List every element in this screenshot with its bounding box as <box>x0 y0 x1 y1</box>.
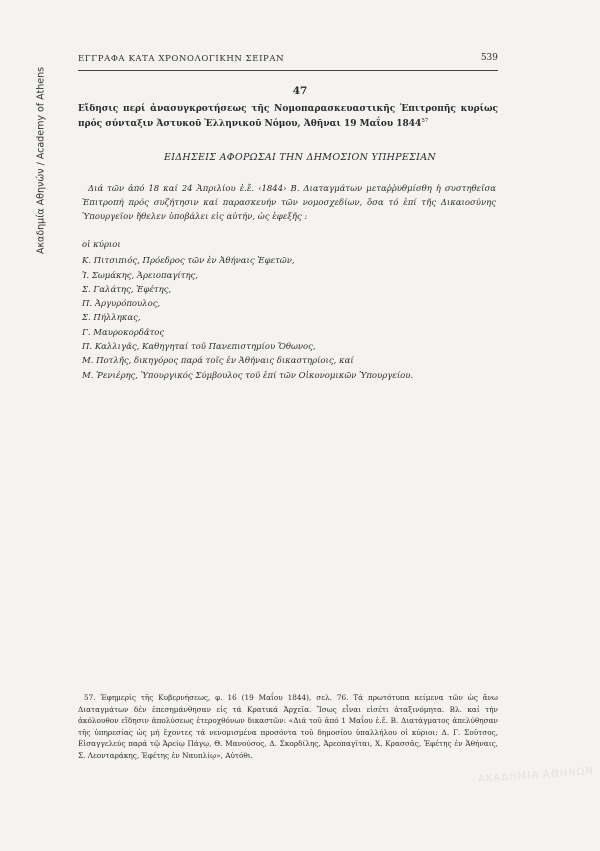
running-title: ΕΓΓΡΑΦΑ ΚΑΤΑ ΧΡΟΝΟΛΟΓΙΚΗΝ ΣΕΙΡΑΝ <box>78 54 285 64</box>
footnote <box>78 692 498 761</box>
document-title-block <box>78 102 498 132</box>
academy-side-label-text: Ακαδημία Αθηνών / Academy of Athens <box>35 66 47 255</box>
intro-text: Διά τῶν ἀπό 18 καί 24 Ἀπριλίου ἐ.ἔ. ‹1844› Β. Διαταγμάτων μεταῤῥυθμίσθη ἡ συστηθεῖσα Ἐπιτροπή πρός συζήτησιν καί παρασκευήν τῶν νομοσχεδίων, ὅσα τό ἐπί τῆς Δικαιοσύνης Ὑπουργεῖον ἤθελεν ὑποβάλει εἰς αὐτήν, ὡς ἑφεξῆς : <box>82 184 496 222</box>
footnote-text: 57. Ἐφημερίς τῆς Κυβερνήσεως, φ. 16 (19 Μαΐου 1844), σελ. 76. Τά πρωτότυπα κείμενα τῶν ὡς ἄνω Διαταγμάτων δέν ἐπεσημάνθησαν εἰς τά Κρατικά Ἀρχεῖα. Ἴσως εἶναι εἰσέτι ἀταξινόμητα. Βλ. καί τήν ἀκόλουθον εἴδησιν ἀπολύσεως ἑτεροχθόνων δικαστῶν: «Διά τοῦ ἀπό 1 Μαΐου ἐ.ἔ. Β. Διατάγματος ἀπελύθησαν τῆς ὑπηρεσίας ὡς μή ἔχοντες τά νενομισμένα προσόντα τοῦ δημοσίου ὑπαλλήλου οἱ κύριοι: Δ. Γ. Σοῦτσος, Εἰσαγγελεύς παρά τῷ Ἀρείῳ Πάγῳ, Θ. Μανούσος, Δ. Σκορδίλης, Ἀρεοπαγῖται, Χ. Κρασσᾶς, Ἐφέτης ἐν Ἀθήναις, Σ. Λεονταράκης, Ἐφέτης ἐν Ναυπλίῳ», Αὐτόθι. <box>78 693 498 760</box>
list-item: Ἰ. Σωμάκης, Ἀρειοπαγίτης, <box>82 270 199 281</box>
list-item: Μ. Ῥενιέρης, Ὑπουργικός Σύμβουλος τοῦ ἐπί τῶν Οἰκονομικῶν Ὑπουργείου. <box>82 370 414 381</box>
list-item: Γ. Μαυροκορδᾶτος <box>82 327 165 338</box>
list-item: Μ. Ποτλῆς, δικηγόρος παρά τοῖς ἐν Ἀθήναις δικαστηρίοις, καί <box>82 356 354 367</box>
document-number: 47 <box>292 85 308 97</box>
watermark: ΑΚΑΔΗΜΙΑ ΑΘΗΝΩΝ <box>477 765 595 786</box>
document-subtitle: ΕΙΔΗΣΕΙΣ ΑΦΟΡΩΣΑΙ ΤΗΝ ΔΗΜΟΣΙΟΝ ΥΠΗΡΕΣΙΑΝ <box>163 152 437 163</box>
list-item: Π. Καλλιγᾶς, Καθηγηταί τοῦ Πανεπιστημίου Ὄθωνος, <box>82 342 316 353</box>
list-item: Π. Ἀργυρόπουλος, <box>82 299 161 310</box>
members-list <box>82 238 496 383</box>
page-number: 539 <box>480 53 498 63</box>
list-item: οἱ κύριοι <box>82 240 121 250</box>
list-item: Σ. Πήλληκας, <box>82 313 141 324</box>
document-title: Εἴδησις περί ἀνασυγκροτήσεως τῆς Νομοπαρασκευαστικῆς Ἐπιτροπῆς κυρίως πρός σύνταξιν Ἀστυκοῦ Ἑλληνικοῦ Νόμου, Ἀθῆναι 19 Μαΐου 1844 <box>78 104 498 129</box>
running-header <box>78 52 498 71</box>
title-footnote-ref: 57 <box>421 118 429 124</box>
list-item: Σ. Γαλάτης, Ἐφέτης, <box>82 284 172 295</box>
list-item: Κ. Πιτσιπιός, Πρόεδρος τῶν ἐν Ἀθήναις Ἐφετῶν, <box>82 256 295 267</box>
intro-paragraph <box>82 182 496 224</box>
